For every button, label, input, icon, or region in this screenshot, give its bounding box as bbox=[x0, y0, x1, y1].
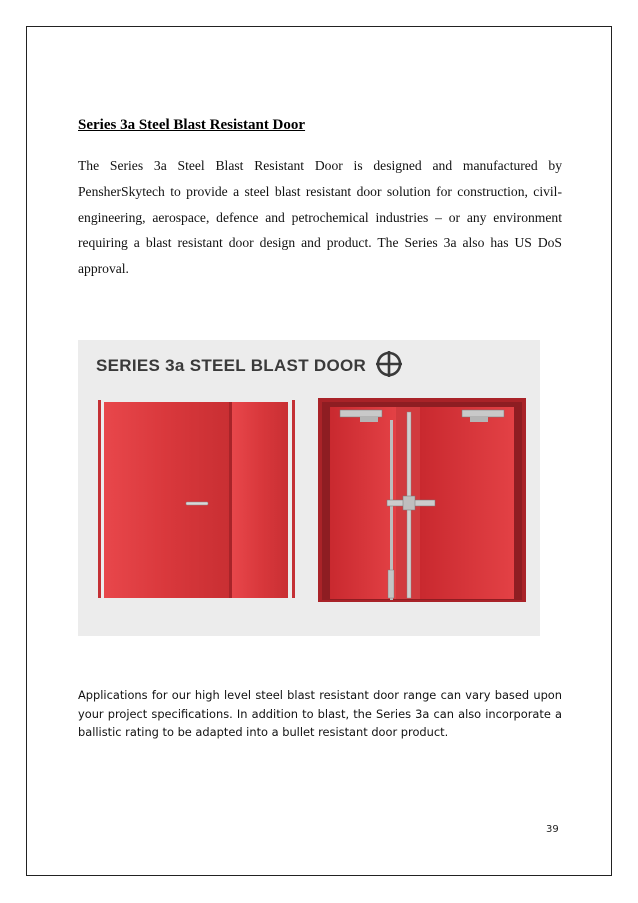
figure-title bbox=[96, 350, 403, 378]
section-heading: Series 3a Steel Blast Resistant Door bbox=[78, 117, 306, 133]
applications-paragraph: Applications for our high level steel blast resistant door range can vary based upon your project specifications. In addition to blast, the Series 3a can also incorporate a ballistic rating to be adapted into a bullet resistant door product. bbox=[78, 688, 562, 739]
figure-title-text: SERIES 3a STEEL BLAST DOOR bbox=[96, 356, 367, 375]
blast-door-illustration bbox=[78, 340, 540, 636]
page-number: 39 bbox=[546, 824, 559, 835]
door-front-view bbox=[98, 400, 295, 598]
door-rear-view bbox=[318, 398, 526, 602]
product-image bbox=[78, 340, 540, 636]
intro-paragraph: The Series 3a Steel Blast Resistant Door is designed and manufactured by PensherSkytech to provide a steel blast resistant door solution for construction, civil-engineering, aerospace, defence and petrochemical industries – or any environment requiring a blast resistant door design and product. The Series 3a also has US DoS approval. bbox=[78, 158, 562, 277]
crosshair-circle-icon bbox=[375, 350, 403, 378]
